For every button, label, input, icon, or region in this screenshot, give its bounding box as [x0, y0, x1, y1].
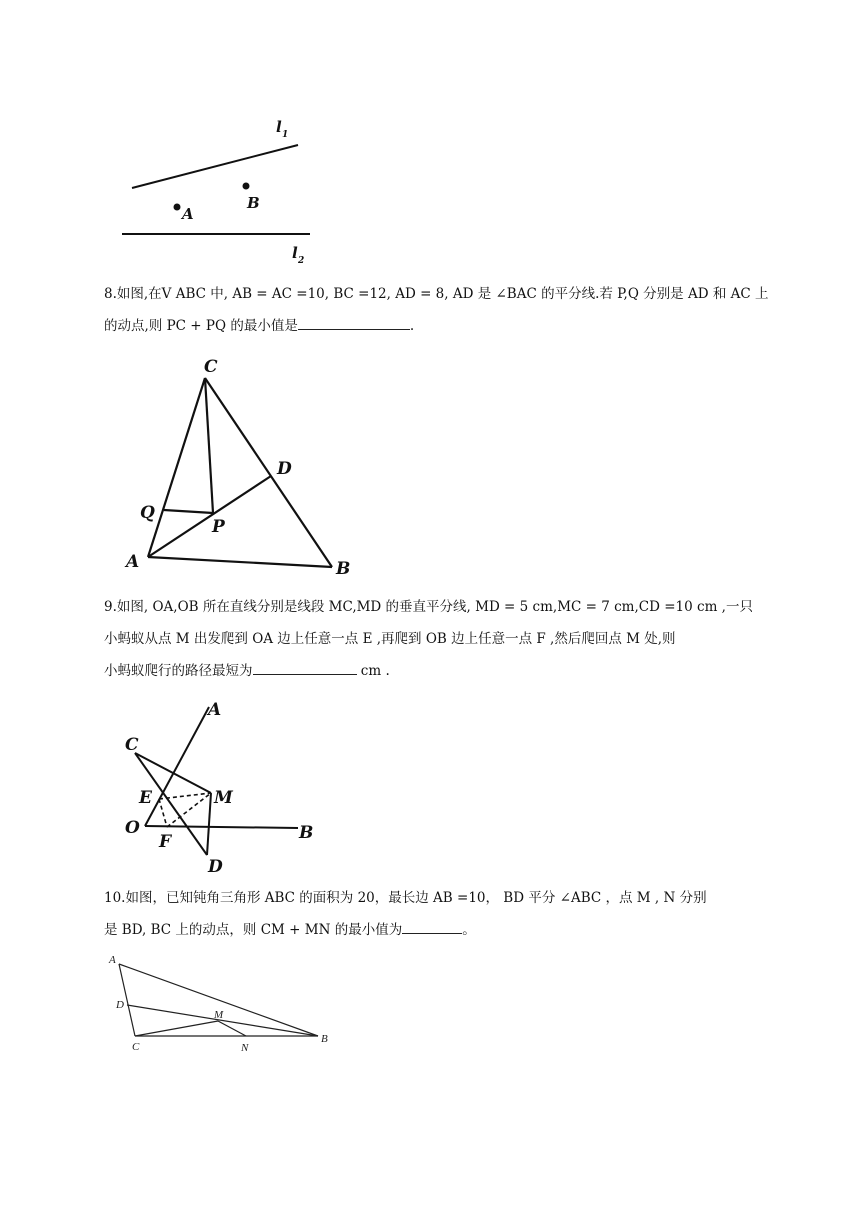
- segment-md: [207, 793, 211, 855]
- label-e: E: [139, 788, 152, 808]
- question-10-line-2: [104, 914, 764, 946]
- segment-em: [159, 793, 211, 799]
- question-8-line-2: [104, 310, 764, 342]
- segment-ab: [148, 557, 332, 567]
- segment-cb: [205, 378, 332, 567]
- question-10: [104, 882, 764, 946]
- point-a: [174, 204, 181, 211]
- label-a: A: [126, 552, 140, 572]
- segment-ad: [148, 476, 271, 557]
- label-c: C: [132, 1041, 140, 1053]
- label-d: D: [208, 857, 223, 877]
- label-l2-sub: 2: [298, 256, 305, 266]
- point-b: [243, 183, 250, 190]
- figure-obtuse-triangle: [100, 950, 340, 1060]
- label-m: M: [214, 1009, 224, 1021]
- label-p: P: [212, 517, 225, 537]
- figure-triangle-abc-pq: [120, 350, 370, 585]
- label-c: C: [204, 357, 218, 377]
- answer-blank-10[interactable]: [402, 919, 462, 934]
- question-8-line-2-text: 的动点,则 PC + PQ 的最小值是: [104, 318, 298, 334]
- question-9-line-1: 9.如图, OA,OB 所在直线分别是线段 MC,MD 的垂直平分线, MD = 5 cm,MC = 7 cm,CD =10 cm ,一只: [104, 599, 753, 615]
- ray-oa: [145, 707, 209, 826]
- question-9: [104, 591, 764, 687]
- question-9-line-3-text: 小蚂蚁爬行的路径最短为: [104, 663, 253, 679]
- label-a: A: [208, 700, 222, 720]
- figure-angle-aob: [115, 695, 335, 880]
- question-9-line-2: 小蚂蚁从点 M 出发爬到 OA 边上任意一点 E ,再爬到 OB 边上任意一点 F ,然后爬回点 M 处,则: [104, 631, 676, 647]
- label-l1: l: [276, 118, 282, 136]
- label-a: A: [109, 954, 116, 966]
- question-10-line-2-text: 是 BD, BC 上的动点，则 CM + MN 的最小值为: [104, 922, 403, 938]
- segment-cm: [135, 1021, 218, 1036]
- label-n: N: [241, 1042, 249, 1054]
- question-10-line-1: 10.如图，已知钝角三角形 ABC 的面积为 20，最长边 AB =10， BD 平分 ∠ABC ，点 M , N 分别: [104, 890, 707, 906]
- segment-cp: [205, 378, 213, 513]
- label-l2: l: [292, 244, 298, 262]
- label-m: M: [214, 788, 233, 808]
- label-a: A: [182, 205, 194, 223]
- question-8-line-1: 8.如图,在V ABC 中, AB = AC =10, BC =12, AD = 8, AD 是 ∠BAC 的平分线.若 P,Q 分别是 AD 和 AC 上: [104, 286, 769, 302]
- line-l1: [132, 145, 298, 188]
- answer-blank-9[interactable]: [253, 660, 357, 675]
- question-8-line-2-end: .: [409, 318, 415, 334]
- question-8: [104, 278, 769, 342]
- question-9-line-3-end: cm .: [356, 663, 390, 679]
- question-9-line-3: [104, 655, 764, 687]
- segment-ab: [119, 964, 318, 1036]
- label-b: B: [299, 823, 314, 843]
- figure-lines-points: [110, 110, 340, 270]
- label-f: F: [159, 832, 172, 852]
- answer-blank-8[interactable]: [298, 315, 410, 330]
- label-d: D: [116, 999, 124, 1011]
- question-10-line-2-end: 。: [462, 922, 476, 938]
- label-b: B: [247, 194, 260, 212]
- label-c: C: [125, 735, 139, 755]
- segment-pq: [164, 510, 213, 513]
- segment-ef: [159, 799, 167, 827]
- label-l1-sub: 1: [282, 130, 289, 140]
- label-o: O: [125, 818, 140, 838]
- label-q: Q: [140, 503, 155, 523]
- label-d: D: [277, 459, 292, 479]
- label-b: B: [336, 559, 351, 579]
- label-b: B: [321, 1033, 328, 1045]
- segment-cm: [135, 753, 211, 793]
- segment-ca: [148, 378, 205, 557]
